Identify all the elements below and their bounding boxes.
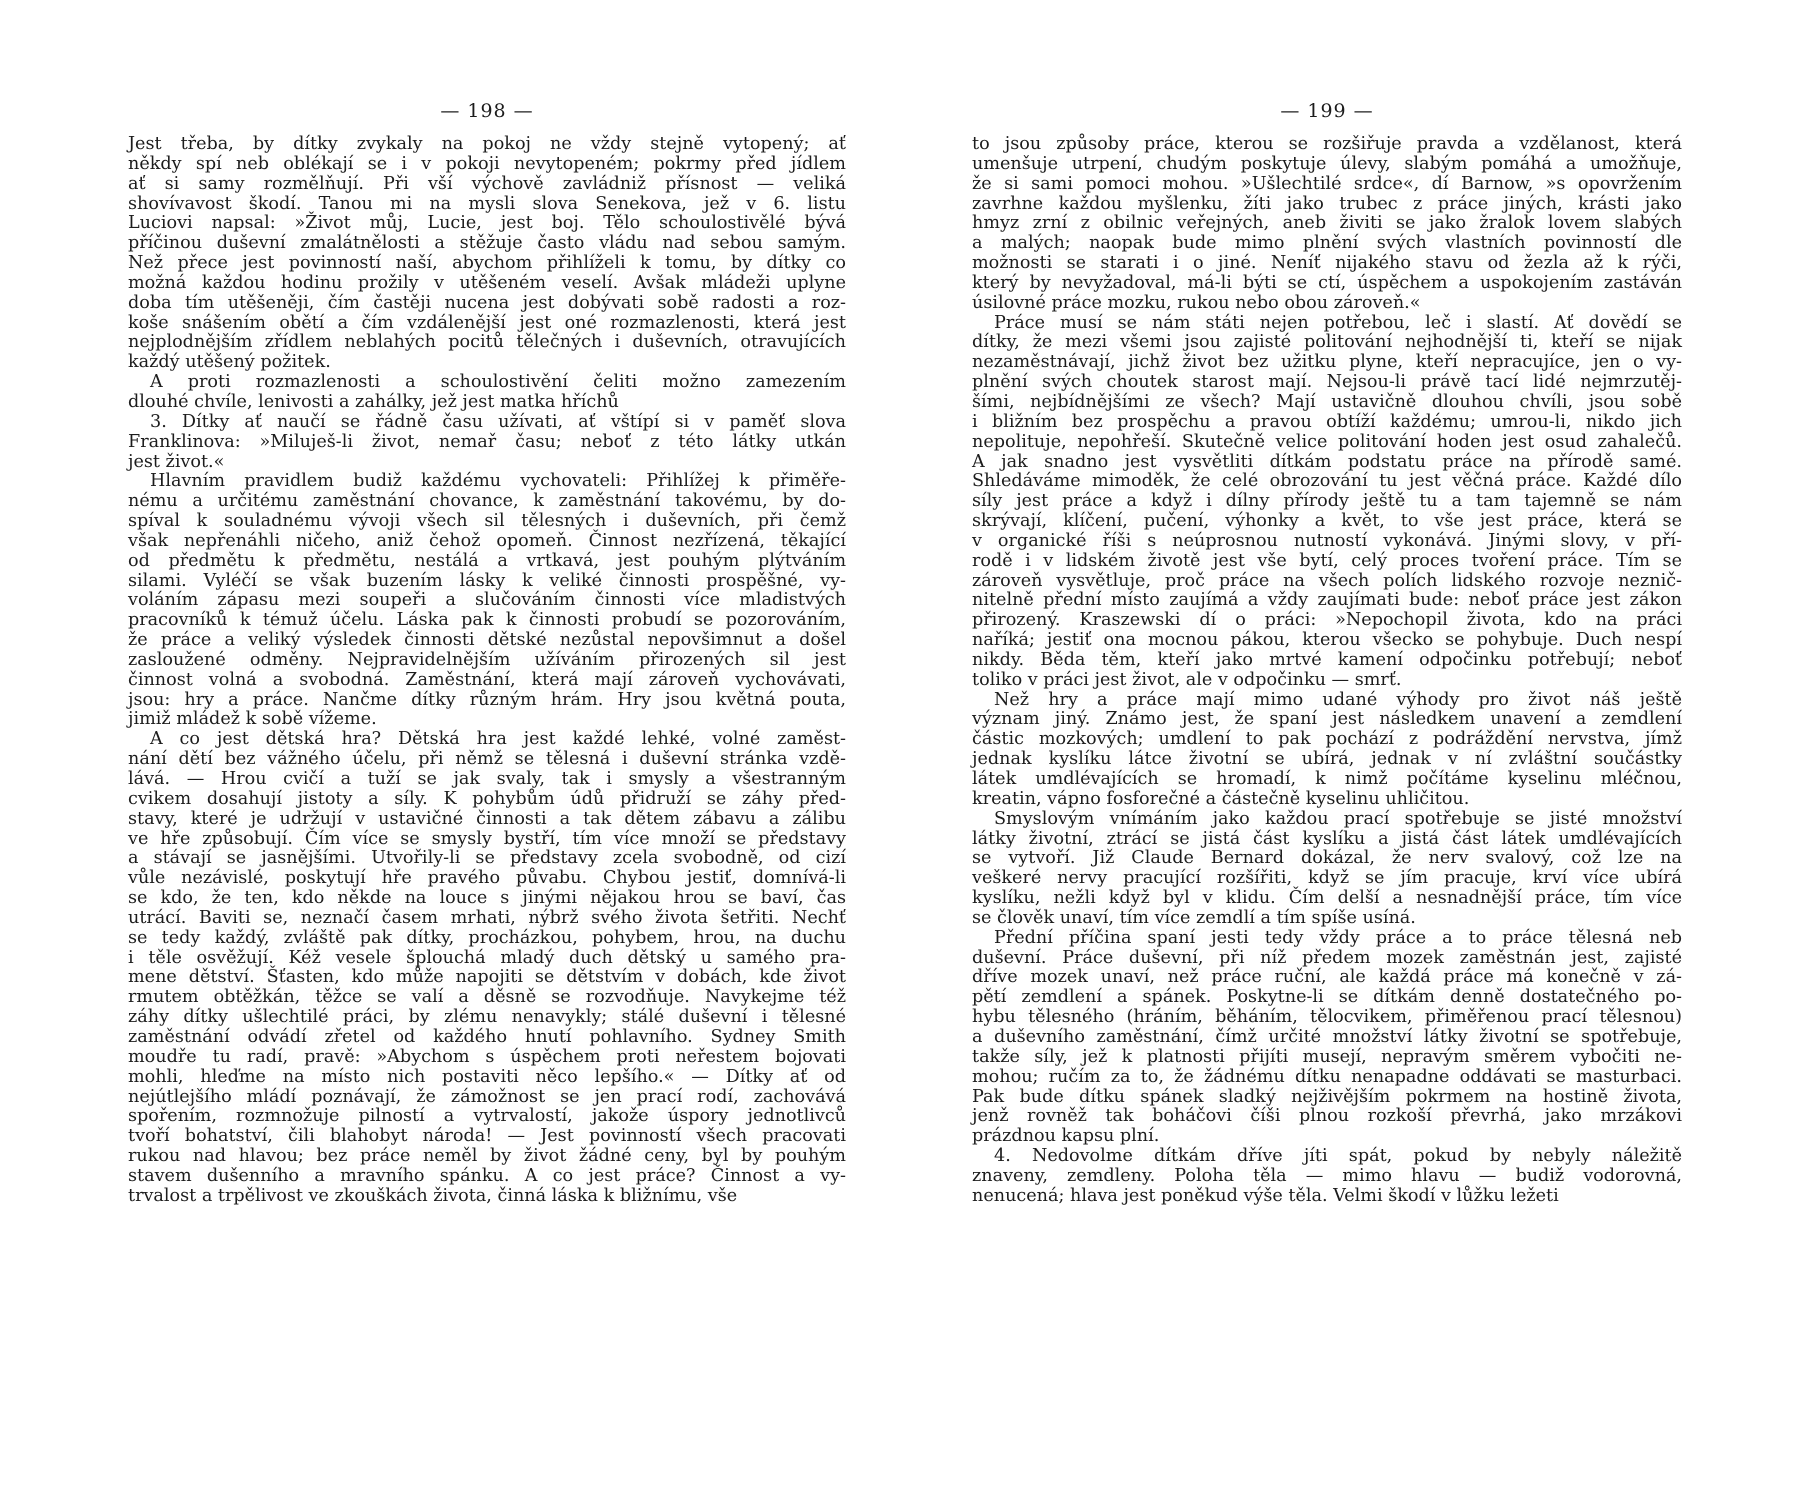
text-line: nání dětí bez vážného účelu, při němž se tělesná i duševní stránka vzdě- xyxy=(128,749,846,770)
text-line: nejplodnějším zřídlem neblahých pocitů tělečných i duševních, otravujících xyxy=(128,332,846,353)
text-line: látek umdlévajících se hromadí, k nimž počítáme kyselinu mléčnou, xyxy=(972,769,1682,789)
text-line: se tedy každý, zvláště pak dítky, procházkou, pohybem, hrou, na duchu xyxy=(128,927,846,948)
text-line: jsou: hry a práce. Nančme dítky různým hrám. Hry jsou květná pouta, xyxy=(128,689,846,710)
text-line: někdy spí neb oblékají se i v pokoji nevytopeném; pokrmy před jídlem xyxy=(128,153,846,174)
text-line: naříká; jestiť ona mocnou pákou, kterou všecko se pohybuje. Duch nespí xyxy=(972,630,1682,651)
text-line: šími, nejbídnějšími ze všech? Mají ustavičně dlouhou chvíli, jsou sobě xyxy=(972,391,1682,412)
text-line: A proti rozmazlenosti a schoulostivění čeliti možno zamezením xyxy=(150,372,846,393)
text-line: Franklinova: »Miluješ-li život, nemař času; neboť z této látky utkán xyxy=(128,431,846,452)
text-line: rodě i v lidském životě jest vše bytí, celý proces tvoření práce. Tím se xyxy=(972,550,1682,571)
page-text xyxy=(128,135,846,1207)
text-line: že práce a veliký výsledek činnosti dětské nezůstal nepovšimnut a došel xyxy=(128,630,846,651)
text-line: vůle nezávislé, poskytují hře pravého půvabu. Chybou jestiť, domnívá-li xyxy=(128,868,846,889)
text-line: rukou nad hlavou; bez práce neměl by život žádné ceny, byl by pouhým xyxy=(128,1146,846,1167)
text-line: A jak snadno jest vysvětliti dítkám podstatu práce na přírodě samé. xyxy=(972,451,1682,472)
text-line: se člověk unaví, tím více zemdlí a tím spíše usíná. xyxy=(972,907,1416,928)
text-line: hmyz zrní z obilnic veřejných, aneb živiti se jako žralok lovem slabých xyxy=(972,213,1682,234)
text-line: který by nevyžadoval, má-li býti se ctí, úspěchem a uspokojením zastáván xyxy=(972,272,1682,293)
text-line: nejútlejšího mládí poznávají, že zámožnost se jen prací rodí, zachovává xyxy=(128,1086,846,1107)
text-line: dříve mozek unaví, než práce ruční, ale každá práce má konečně v zá- xyxy=(972,967,1682,988)
text-line: toliko v práci jest život, ale v odpočinku — smrť. xyxy=(972,669,1402,690)
text-line: jenž rovněž tak boháčovi číši plnou rozkoší převrhá, jako mrzákovi xyxy=(972,1106,1682,1127)
text-line: zároveň vysvětluje, proč práce na všech polích lidského rozvoje neznič- xyxy=(972,570,1682,591)
text-line: zaměstnání odvádí zřetel od každého hnutí pohlavního. Sydney Smith xyxy=(128,1026,846,1047)
text-line: jimiž mládež k sobě vížeme. xyxy=(128,709,377,730)
text-line: hybu tělesného (hráním, běháním, tělocvikem, přiměřenou prací tělesnou) xyxy=(972,1007,1682,1028)
text-line: a duševního zaměstnání, čímž určité množství látky životní se spotřebuje, xyxy=(972,1026,1682,1047)
text-line: činnost volná a svobodná. Zaměstnání, která mají zároveň vychovávati, xyxy=(128,669,846,690)
text-line: kyslíku, nežli když byl v klidu. Čím delší a nesnadnější práce, tím více xyxy=(972,888,1682,909)
text-line: možná každou hodinu prožily v utěšeném veselí. Avšak mládeži uplyne xyxy=(128,272,846,293)
text-line: ve hře způsobují. Čím více se smysly bystří, tím více množí se představy xyxy=(128,828,846,849)
text-line: stavem dušenního a mravního spánku. A co jest práce? Činnost a vy- xyxy=(128,1165,846,1186)
text-line: dlouhé chvíle, lenivosti a zahálky, jež jest matka hříchů xyxy=(128,391,619,412)
text-line: mohou; ručím za to, že žádnému dítku nenapadne oddávati se masturbaci. xyxy=(972,1066,1682,1087)
text-line: kreatin, vápno fosforečné a částečně kyselinu uhličitou. xyxy=(972,788,1470,809)
text-line: ať si samy rozmělňují. Při vší výchově zavládniž přísnost — veliká xyxy=(128,173,846,194)
text-line: takže síly, jež k platnosti přijíti musejí, nepravým směrem vybočiti ne- xyxy=(972,1046,1682,1067)
text-line: Než přece jest povinností naší, abychom přihlíželi k tomu, by dítky co xyxy=(128,253,846,274)
text-line: umenšuje utrpení, chudým poskytuje úlevy, slabým pomáhá a umožňuje, xyxy=(972,153,1682,174)
text-line: skrývají, klíčení, pučení, výhonky a květ, to vše jest práce, která se xyxy=(972,511,1682,532)
text-line: nikdy. Běda těm, kteří jako mrtvé kamení odpočinku potřebují; neboť xyxy=(972,649,1682,670)
text-line: jednak kyslíku látce životní se ubírá, jednak v ní zvláštní součástky xyxy=(972,749,1682,770)
text-line: mohli, hleďme na místo nich postaviti něco lepšího.« — Dítky ať od xyxy=(128,1066,846,1087)
text-line: utrácí. Baviti se, neznačí časem mrhati, nýbrž svého života šetřiti. Nechť xyxy=(128,907,846,928)
text-line: spíval k souladnému vývoji všech sil tělesných i duševních, při čemž xyxy=(128,511,846,532)
text-line: nitelně přední místo zaujímá a vždy zaujímati bude: neboť práce jest zákon xyxy=(972,590,1682,611)
text-line: nému a určitému zaměstnání chovance, k zaměstnání takovému, by do- xyxy=(128,491,846,512)
text-line: 4. Nedovolme dítkám dříve jíti spát, pokud by nebyly náležitě xyxy=(994,1146,1682,1167)
text-line: silami. Vyléčí se však buzením lásky k veliké činnosti prospěšné, vy- xyxy=(128,570,846,591)
text-line: v organické říši s neúprosnou nutností vykonává. Jinými slovy, v pří- xyxy=(972,530,1682,551)
text-line: Práce musí se nám státi nejen potřebou, leč i slastí. Ať dovědí se xyxy=(994,312,1682,333)
text-line: význam jiný. Známo jest, že spaní jest následkem unavení a zemdlení xyxy=(972,709,1682,730)
text-line: trvalost a trpělivost ve zkouškách života, činná láska k bližnímu, vše xyxy=(128,1185,738,1206)
text-line: rmutem obtěžkán, těžce se valí a děsně se rozvodňuje. Navykejme též xyxy=(128,987,846,1008)
text-line: shovívavost škodí. Tanou mi na mysli slova Senekova, jež v 6. listu xyxy=(128,193,846,214)
page-number: — 199 — xyxy=(1280,100,1374,122)
text-line: moudře tu radí, pravě: »Abychom s úspěchem proti neřestem bojovati xyxy=(128,1046,846,1067)
text-line: 3. Dítky ať naučí se řádně času užívati, ať vštípí si v paměť slova xyxy=(150,411,846,432)
text-line: znaveny, zemdleny. Poloha těla — mimo hlavu — budiž vodorovná, xyxy=(972,1165,1682,1186)
text-line: Přední příčina spaní jesti tedy vždy práce a to práce tělesná neb xyxy=(994,927,1682,948)
text-line: zavrhne každou myšlenku, žíti jako trubec z práce jiných, krásti jako xyxy=(972,193,1682,214)
page-text xyxy=(972,135,1682,1207)
text-line: částic mozkových; umdlení to pak pochází z podráždění nervstva, jímž xyxy=(972,729,1682,750)
text-line: od předmětu k předmětu, nestálá a vrtkavá, jest pouhým plýtváním xyxy=(128,550,846,571)
text-line: duševní. Práce duševní, při níž předem mozek zaměstnán jest, zajisté xyxy=(972,947,1682,968)
text-line: spořením, rozmnožuje pilností a vytrvalostí, jakože úspory jednotlivců xyxy=(128,1106,846,1127)
text-line: plnění svých choutek starost mají. Nejsou-li právě tací lidé nejmrzutěj- xyxy=(972,372,1682,393)
text-line: Luciovi napsal: »Život můj, Lucie, jest boj. Tělo schoulostivělé bývá xyxy=(128,213,846,234)
text-line: látky životní, ztrácí se jistá část kyslíku a jistá část látek umdlévajících xyxy=(972,828,1682,849)
text-line: jest život.« xyxy=(128,451,225,472)
page-right xyxy=(972,0,1682,1500)
text-line: Smyslovým vnímáním jako každou prací spotřebuje se jisté množství xyxy=(994,808,1682,829)
text-line: síly jest práce a když i dílny přírody ještě tu a tam tajemně se nám xyxy=(972,491,1682,512)
text-line: cvikem dosahují jistoty a síly. K pohybům údů přidruží se záhy před- xyxy=(128,788,846,809)
text-line: i těle osvěžují. Kéž vesele šplouchá mladý duch dětský u samého pra- xyxy=(128,947,846,968)
text-line: nepolituje, nepohřeší. Skutečně velice politování hoden jest osud zahalečů. xyxy=(972,431,1682,452)
text-line: Pak bude dítku spánek sladký nejživějším pokrmem na hostině života, xyxy=(972,1086,1682,1107)
text-line: Hlavním pravidlem budiž každému vychovateli: Přihlížej k přiměře- xyxy=(150,471,846,492)
text-line: doba tím utěšeněji, čím častěji nucena jest dobývati sobě radosti a roz- xyxy=(128,292,846,313)
text-line: že si sami pomoci mohou. »Ušlechtilé srdce«, dí Barnow, »s opovržením xyxy=(972,173,1682,194)
text-line: Než hry a práce mají mimo udané výhody pro život náš ještě xyxy=(994,689,1682,710)
text-line: zasloužené odměny. Nejpravidelnějším užíváním přirozených sil jest xyxy=(128,649,846,670)
text-line: nezaměstnávají, jichž život bez užitku plyne, kteří nepracujíce, jen o vy- xyxy=(972,352,1682,373)
text-line: Jest třeba, by dítky zvykaly na pokoj ne vždy stejně vytopený; ať xyxy=(128,134,846,154)
text-line: přirozený. Kraszewski dí o práci: »Nepochopil života, kdo na práci xyxy=(972,610,1682,631)
text-line: Shledáváme mimoděk, že celé obrozování tu jest věčná práce. Každé dílo xyxy=(972,471,1682,492)
text-line: A co jest dětská hra? Dětská hra jest každé lehké, volné zaměst- xyxy=(150,729,846,750)
text-line: se vytvoří. Již Claude Bernard dokázal, že nerv svalový, což lze na xyxy=(972,848,1682,869)
text-line: veškeré nervy pracující rozšířiti, když se jím pracuje, krví více ubírá xyxy=(972,868,1682,889)
text-line: a malých; naopak bude mimo plnění svých vlastních povinností dle xyxy=(972,233,1682,254)
text-line: tvoří bohatství, čili blahobyt národa! — Jest povinností všech pracovati xyxy=(128,1126,846,1147)
text-line: se kdo, že ten, kdo někde na louce s jinými nějakou hrou se baví, čas xyxy=(128,888,846,909)
text-line: úsilovné práce mozku, rukou nebo obou zároveň.« xyxy=(972,292,1421,313)
text-line: lává. — Hrou cvičí a tuží se jak svaly, tak i smysly a všestranným xyxy=(128,769,846,789)
page-left xyxy=(128,0,846,1500)
text-line: dítky, že mezi všemi jsou zajisté politování nejhodnější ti, kteří se nijak xyxy=(972,332,1682,353)
text-line: nenucená; hlava jest poněkud výše těla. Velmi škodí v lůžku ležeti xyxy=(972,1185,1559,1206)
text-line: koše snášením obětí a čím vzdálenější jest oné rozmazlenosti, která jest xyxy=(128,312,846,333)
text-line: mene dětství. Šťasten, kdo může napojiti se dětstvím v dobách, kde život xyxy=(128,967,846,988)
text-line: možnosti se starati i o jiné. Neníť nijakého stavu od žezla až k rýči, xyxy=(972,253,1682,274)
text-line: a stávají se jasnějšími. Utvořily-li se představy zcela svobodně, od cizí xyxy=(128,848,846,869)
text-line: záhy dítky ušlechtilé práci, by zlému nenavykly; stálé duševní i tělesné xyxy=(128,1007,846,1028)
text-line: i bližním bez prospěchu a pravou obtíží každému; umrou-li, nikdo jich xyxy=(972,411,1682,432)
text-line: každý utěšený požitek. xyxy=(128,352,331,373)
text-line: pracovníků k témuž účelu. Láska pak k činnosti probudí se pozorováním, xyxy=(128,610,846,631)
text-line: to jsou způsoby práce, kterou se rozšiřuje pravda a vzdělanost, která xyxy=(972,134,1682,154)
text-line: stavy, které je udržují v ustavičné činnosti a tak dětem zábavu a zálibu xyxy=(128,808,846,829)
text-line: voláním zápasu mezi soupeři a slučováním činnosti více mladistvých xyxy=(128,590,846,611)
text-line: však nepřenáhli ničeho, aniž čehož opomeň. Činnost nezřízená, těkající xyxy=(128,530,846,551)
text-line: prázdnou kapsu plní. xyxy=(972,1126,1160,1147)
page-number: — 198 — xyxy=(440,100,534,122)
text-line: příčinou duševní zmalátnělosti a stěžuje často vládu nad sebou samým. xyxy=(128,233,846,254)
text-line: pětí zemdlení a spánek. Poskytne-li se dítkám denně dostatečného po- xyxy=(972,987,1682,1008)
